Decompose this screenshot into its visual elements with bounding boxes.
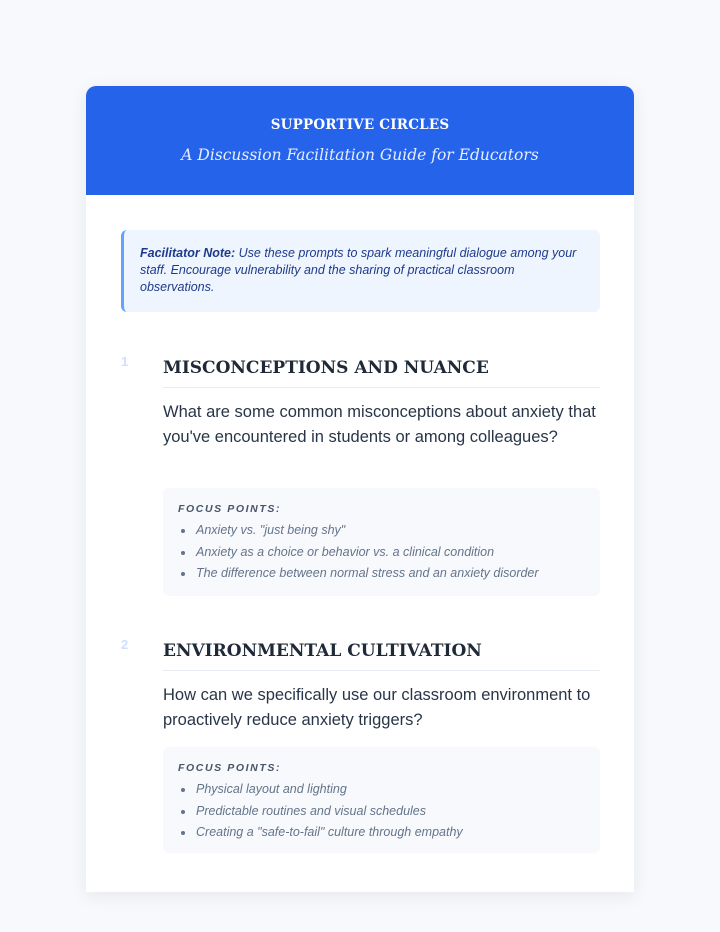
section-question: How can we specifically use our classroom environment to proactively reduce anxiety triggers? bbox=[163, 686, 591, 729]
focus-point: Physical layout and lighting bbox=[178, 779, 585, 801]
guide-header bbox=[86, 86, 634, 195]
focus-points-label: FOCUS POINTS: bbox=[178, 762, 282, 774]
section-title: MISCONCEPTIONS AND NUANCE bbox=[163, 357, 600, 388]
focus-point: Anxiety as a choice or behavior vs. a clinical condition bbox=[178, 542, 585, 564]
facilitator-note bbox=[121, 230, 600, 312]
focus-points-box bbox=[163, 747, 600, 853]
focus-points-list bbox=[178, 779, 585, 844]
focus-points-label: FOCUS POINTS: bbox=[178, 503, 282, 515]
guide-subtitle: A Discussion Facilitation Guide for Educators bbox=[181, 146, 539, 164]
focus-points-box bbox=[163, 488, 600, 596]
facilitator-note-text: Use these prompts to spark meaningful dialogue among your staff. Encourage vulnerability and the sharing of practical classroom observations. bbox=[140, 246, 577, 294]
focus-point: Predictable routines and visual schedules bbox=[178, 801, 585, 823]
focus-point: Anxiety vs. "just being shy" bbox=[178, 520, 585, 542]
section-number: 1 bbox=[121, 354, 129, 369]
guide-kicker: SUPPORTIVE CIRCLES bbox=[270, 117, 450, 133]
section-title: ENVIRONMENTAL CULTIVATION bbox=[163, 640, 600, 671]
section-number: 2 bbox=[121, 637, 129, 652]
facilitator-note-label: Facilitator Note: bbox=[140, 246, 236, 260]
focus-points-list bbox=[178, 520, 585, 585]
focus-point: Creating a "safe-to-fail" culture through empathy bbox=[178, 822, 585, 844]
guide-card bbox=[86, 86, 634, 892]
focus-point: The difference between normal stress and an anxiety disorder bbox=[178, 563, 585, 585]
section-question: What are some common misconceptions about anxiety that you've encountered in students or among colleagues? bbox=[163, 403, 596, 446]
